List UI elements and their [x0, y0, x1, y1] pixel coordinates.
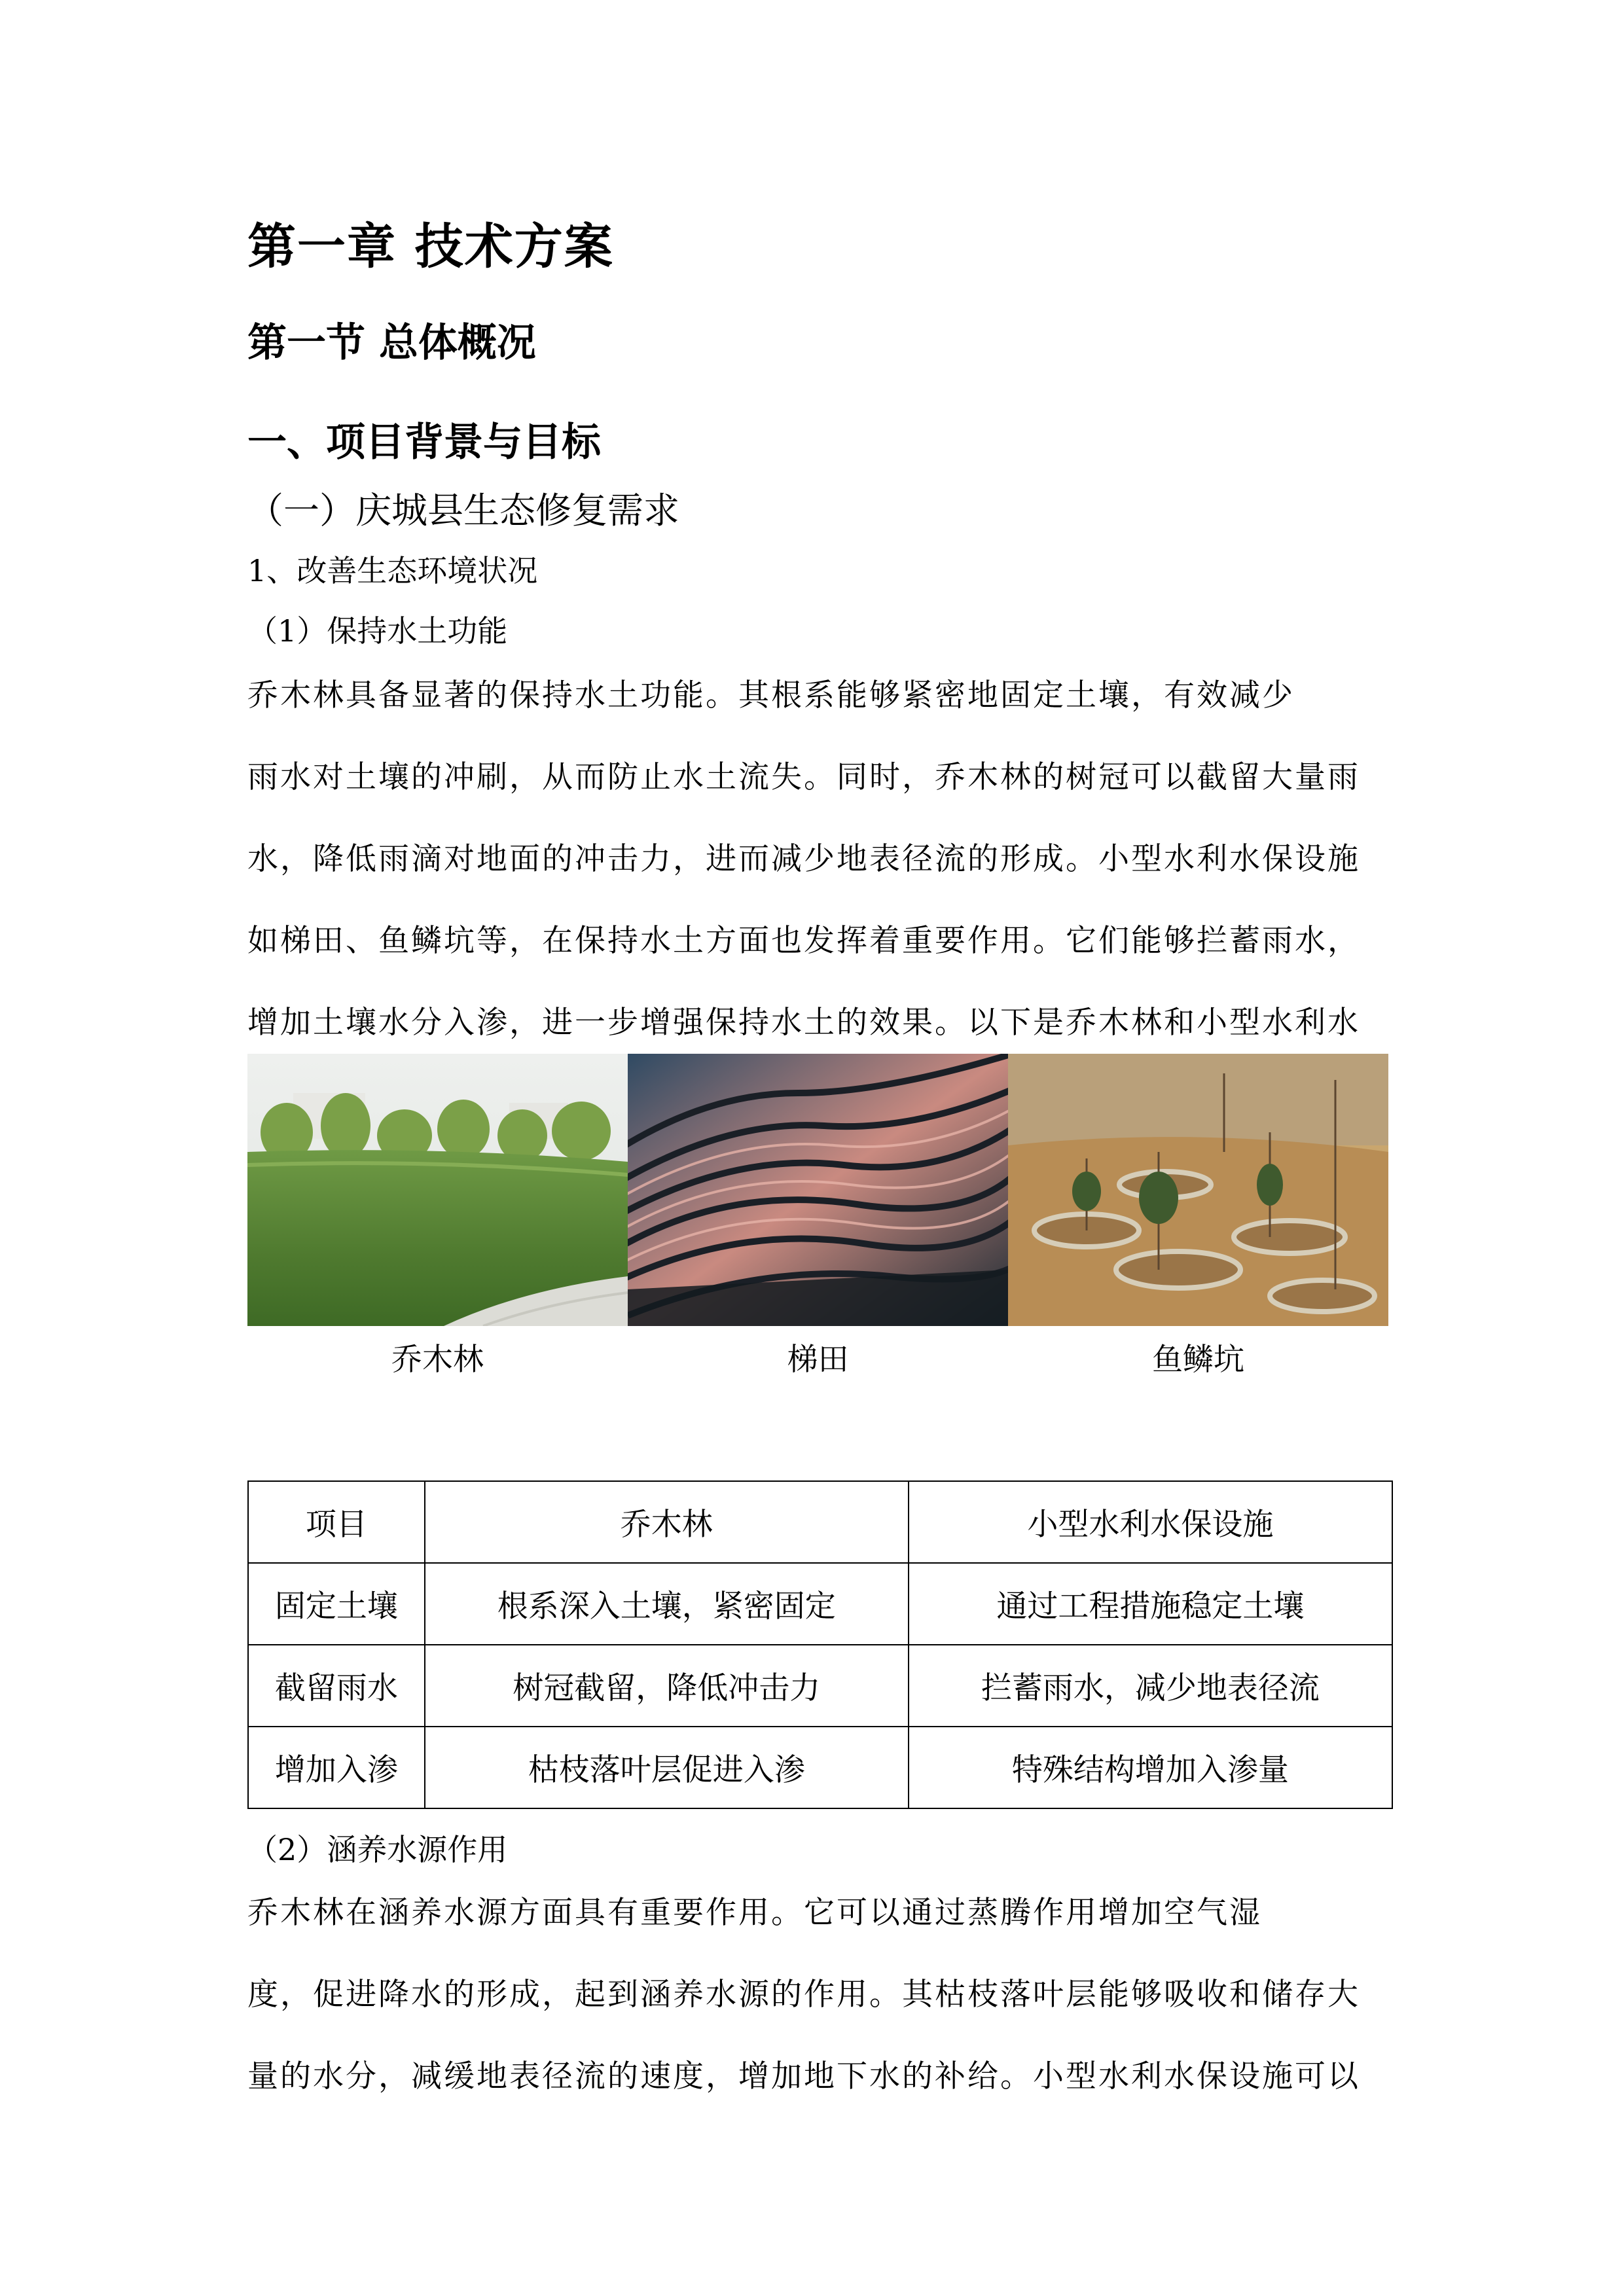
fish-scale-pit-photo — [1008, 1054, 1388, 1326]
photo-strip — [247, 1054, 1389, 1326]
table-cell: 枯枝落叶层促进入渗 — [425, 1727, 909, 1808]
point-title-1: （1）保持水土功能 — [247, 613, 508, 649]
table-row — [248, 1645, 1392, 1727]
table-row — [248, 1727, 1392, 1808]
table-cell: 特殊结构增加入渗量 — [909, 1727, 1392, 1808]
table-cell: 拦蓄雨水，减少地表径流 — [909, 1645, 1392, 1727]
table-row — [248, 1563, 1392, 1645]
photo-caption: 乔木林 — [391, 1342, 484, 1378]
arbor-forest-photo — [247, 1054, 628, 1326]
item-title: 1、改善生态环境状况 — [247, 553, 538, 588]
part-title: 一、项目背景与目标 — [247, 420, 601, 465]
section-title: 第一节 总体概况 — [247, 320, 536, 366]
paragraph-line: 如梯田、鱼鳞坑等，在保持水土方面也发挥着重要作用。它们能够拦蓄雨水， — [247, 923, 1360, 959]
table-header-row — [248, 1481, 1392, 1563]
table-cell: 通过工程措施稳定土壤 — [909, 1563, 1392, 1645]
table-header-cell: 乔木林 — [425, 1481, 909, 1563]
table-cell: 增加入渗 — [248, 1727, 425, 1808]
point-title-2: （2）涵养水源作用 — [247, 1832, 508, 1867]
table-cell: 固定土壤 — [248, 1563, 425, 1645]
paragraph-line: 水，降低雨滴对地面的冲击力，进而减少地表径流的形成。小型水利水保设施 — [247, 841, 1360, 877]
paragraph-line: 乔木林在涵养水源方面具有重要作用。它可以通过蒸腾作用增加空气湿 — [247, 1895, 1262, 1931]
paragraph-line: 量的水分，减缓地表径流的速度，增加地下水的补给。小型水利水保设施可以 — [247, 2058, 1360, 2094]
terraced-field-photo — [628, 1054, 1008, 1326]
table-cell: 树冠截留，降低冲击力 — [425, 1645, 909, 1727]
chapter-title: 第一章 技术方案 — [247, 219, 614, 275]
photo-caption: 梯田 — [787, 1342, 849, 1378]
paragraph-line: 增加土壤水分入渗，进一步增强保持水土的效果。以下是乔木林和小型水利水 — [247, 1005, 1360, 1041]
paragraph-line: 雨水对土壤的冲刷，从而防止水土流失。同时，乔木林的树冠可以截留大量雨 — [247, 759, 1360, 795]
paragraph-line: 度，促进降水的形成，起到涵养水源的作用。其枯枝落叶层能够吸收和储存大 — [247, 1977, 1360, 2013]
comparison-table — [247, 1480, 1393, 1809]
table-cell: 根系深入土壤，紧密固定 — [425, 1563, 909, 1645]
photo-caption: 鱼鳞坑 — [1152, 1342, 1244, 1378]
table-header-cell: 项目 — [248, 1481, 425, 1563]
table-cell: 截留雨水 — [248, 1645, 425, 1727]
table-header-cell: 小型水利水保设施 — [909, 1481, 1392, 1563]
paragraph-2 — [247, 1872, 1389, 2117]
subsection-title: （一）庆城县生态修复需求 — [247, 490, 680, 531]
paragraph-line: 乔木林具备显著的保持水土功能。其根系能够紧密地固定土壤，有效减少 — [247, 677, 1295, 713]
